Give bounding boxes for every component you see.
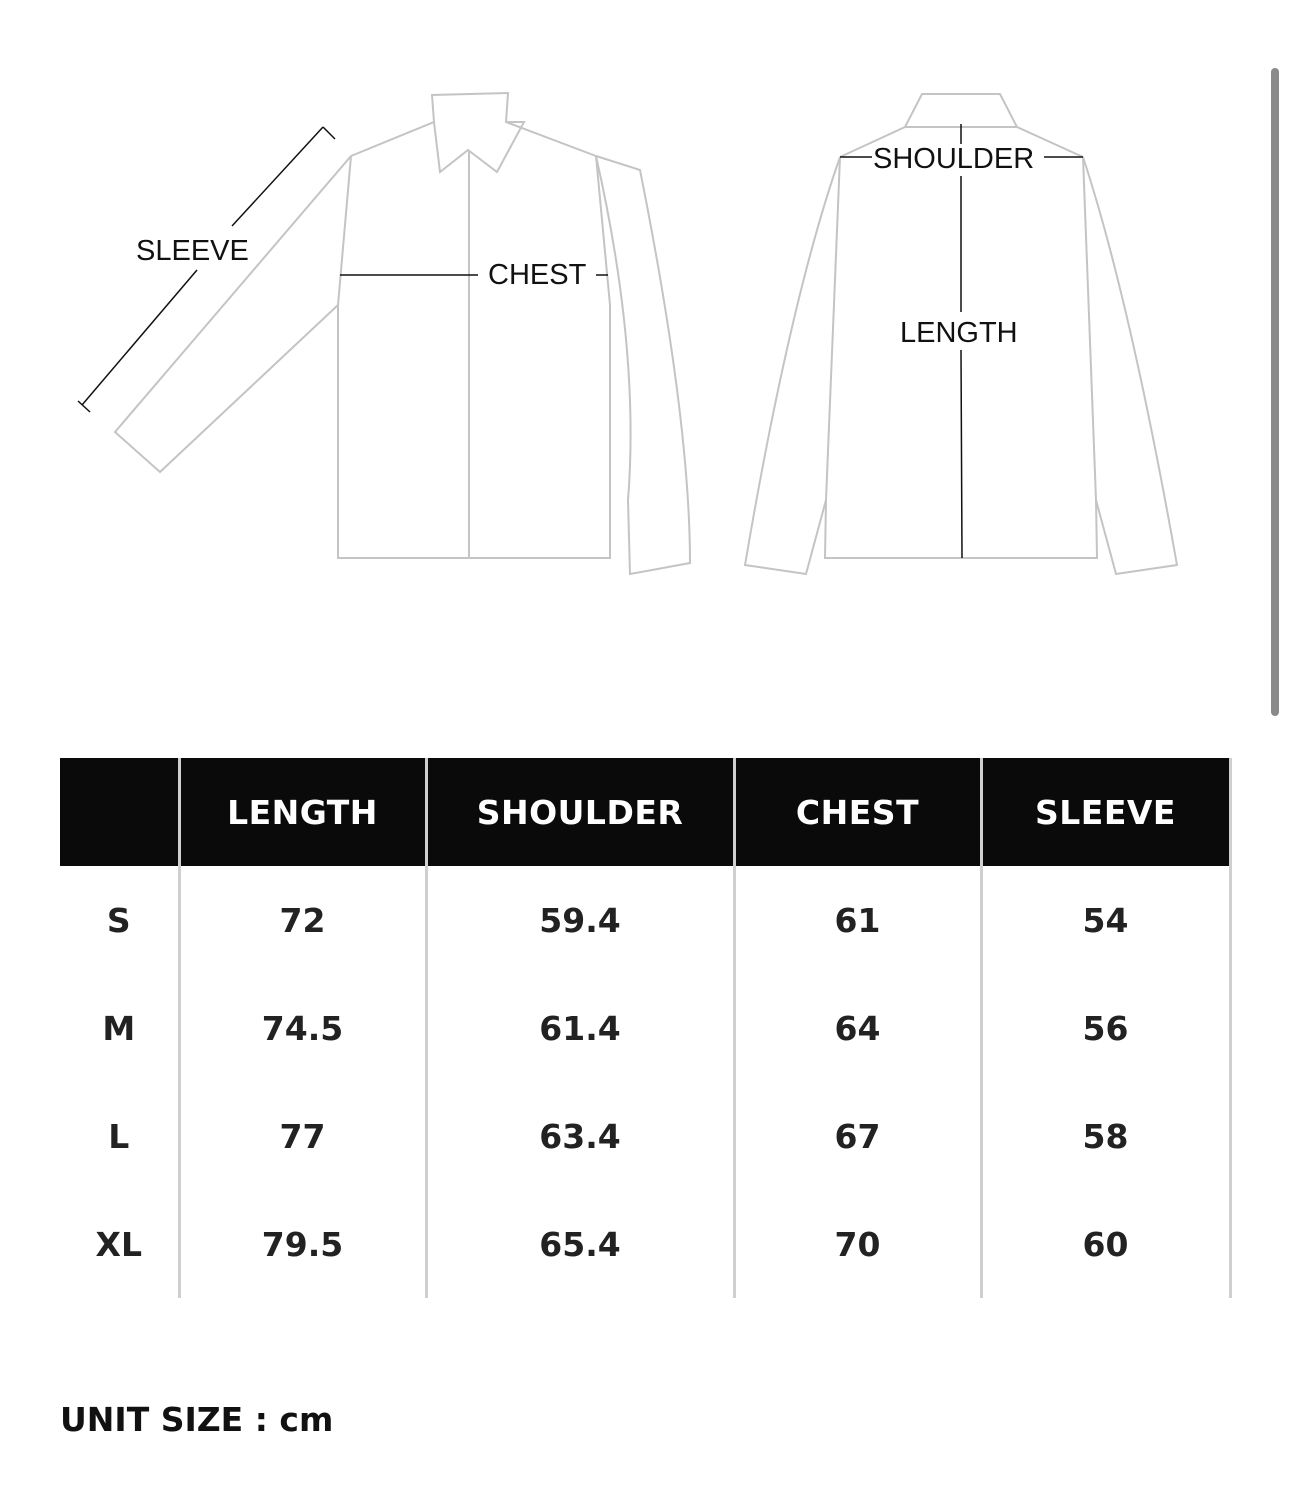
header-shoulder: SHOULDER — [426, 758, 734, 866]
length-label: LENGTH — [900, 317, 1018, 349]
size-cell: L — [108, 1116, 130, 1156]
chest-cell: 64 — [734, 974, 981, 1082]
size-table — [60, 758, 1232, 1298]
chest-cell: 70 — [734, 1190, 981, 1298]
sleeve-cell: 58 — [981, 1082, 1230, 1190]
length-cell: 77 — [179, 1082, 426, 1190]
unit-size-note: UNIT SIZE : cm — [60, 1400, 334, 1439]
shirt-front-outline — [115, 93, 690, 574]
sleeve-cell: 56 — [981, 974, 1230, 1082]
header-chest: CHEST — [734, 758, 981, 866]
shoulder-cell: 65.4 — [426, 1190, 734, 1298]
table-row — [60, 866, 1230, 974]
length-cell: 79.5 — [179, 1190, 426, 1298]
chest-cell: 67 — [734, 1082, 981, 1190]
table-row — [60, 974, 1230, 1082]
chest-cell: 61 — [734, 866, 981, 974]
length-cell: 74.5 — [179, 974, 426, 1082]
chest-label: CHEST — [488, 259, 587, 291]
header-sleeve: SLEEVE — [981, 758, 1230, 866]
table-row — [60, 1190, 1230, 1298]
shirt-measurement-diagram — [0, 0, 1290, 700]
sleeve-label: SLEEVE — [136, 235, 249, 267]
scrollbar-thumb[interactable] — [1271, 68, 1279, 716]
shoulder-cell: 59.4 — [426, 866, 734, 974]
size-cell: S — [106, 900, 131, 940]
shoulder-label: SHOULDER — [873, 143, 1035, 175]
sleeve-cell: 54 — [981, 866, 1230, 974]
sleeve-measure-line — [78, 127, 335, 412]
size-cell: XL — [95, 1224, 142, 1264]
shoulder-cell: 63.4 — [426, 1082, 734, 1190]
size-cell: M — [102, 1008, 136, 1048]
table-row — [60, 1082, 1230, 1190]
sleeve-cell: 60 — [981, 1190, 1230, 1298]
header-length: LENGTH — [179, 758, 426, 866]
length-cell: 72 — [179, 866, 426, 974]
table-header-row — [60, 758, 1230, 866]
header-size — [60, 758, 179, 866]
shoulder-cell: 61.4 — [426, 974, 734, 1082]
